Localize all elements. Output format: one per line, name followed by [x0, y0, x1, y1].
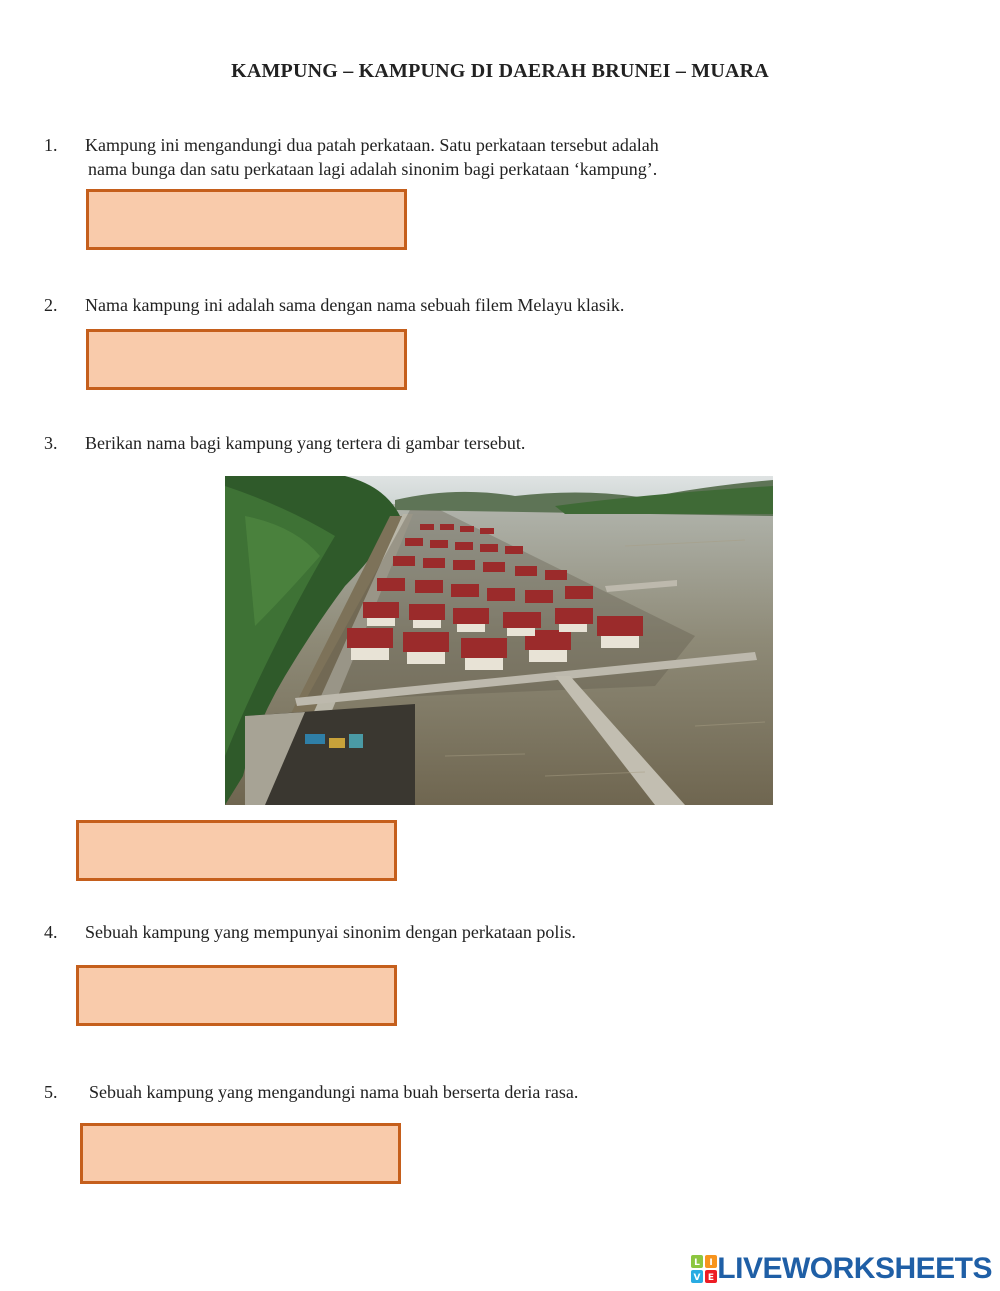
- question-text-line2: nama bunga dan satu perkataan lagi adalah sinonim bagi perkataan ‘kampung’.: [88, 159, 658, 179]
- liveworksheets-logo-icon: [691, 1255, 717, 1283]
- water-village-photo: [225, 476, 773, 805]
- question-text: Sebuah kampung yang mengandungi nama buah berserta deria rasa.: [89, 1082, 579, 1102]
- question-3: [44, 431, 525, 455]
- question-4: [44, 920, 576, 944]
- brand-name: LIVEWORKSHEETS: [717, 1252, 992, 1285]
- question-number: 5.: [44, 1082, 58, 1102]
- answer-box-5[interactable]: [80, 1123, 401, 1184]
- question-text: Berikan nama bagi kampung yang tertera di gambar tersebut.: [85, 433, 526, 453]
- question-text: Sebuah kampung yang mempunyai sinonim dengan perkataan polis.: [85, 922, 576, 942]
- svg-text:I: I: [709, 1258, 713, 1268]
- question-2: [44, 293, 624, 317]
- question-number: 3.: [44, 433, 58, 453]
- question-number: 4.: [44, 922, 58, 942]
- question-1: [44, 133, 659, 181]
- svg-text:L: L: [694, 1258, 701, 1268]
- question-number: 1.: [44, 135, 58, 155]
- svg-text:V: V: [693, 1273, 701, 1283]
- answer-box-4[interactable]: [76, 965, 397, 1026]
- liveworksheets-brand: [691, 1251, 992, 1287]
- answer-box-1[interactable]: [86, 189, 407, 250]
- question-text: Kampung ini mengandungi dua patah perkataan. Satu perkataan tersebut adalah: [85, 135, 659, 155]
- question-text: Nama kampung ini adalah sama dengan nama sebuah filem Melayu klasik.: [85, 295, 625, 315]
- question-5: [44, 1080, 578, 1104]
- page-title: KAMPUNG – KAMPUNG DI DAERAH BRUNEI – MUARA: [231, 60, 769, 82]
- answer-box-3[interactable]: [76, 820, 397, 881]
- answer-box-2[interactable]: [86, 329, 407, 390]
- question-number: 2.: [44, 295, 58, 315]
- svg-text:E: E: [708, 1273, 715, 1283]
